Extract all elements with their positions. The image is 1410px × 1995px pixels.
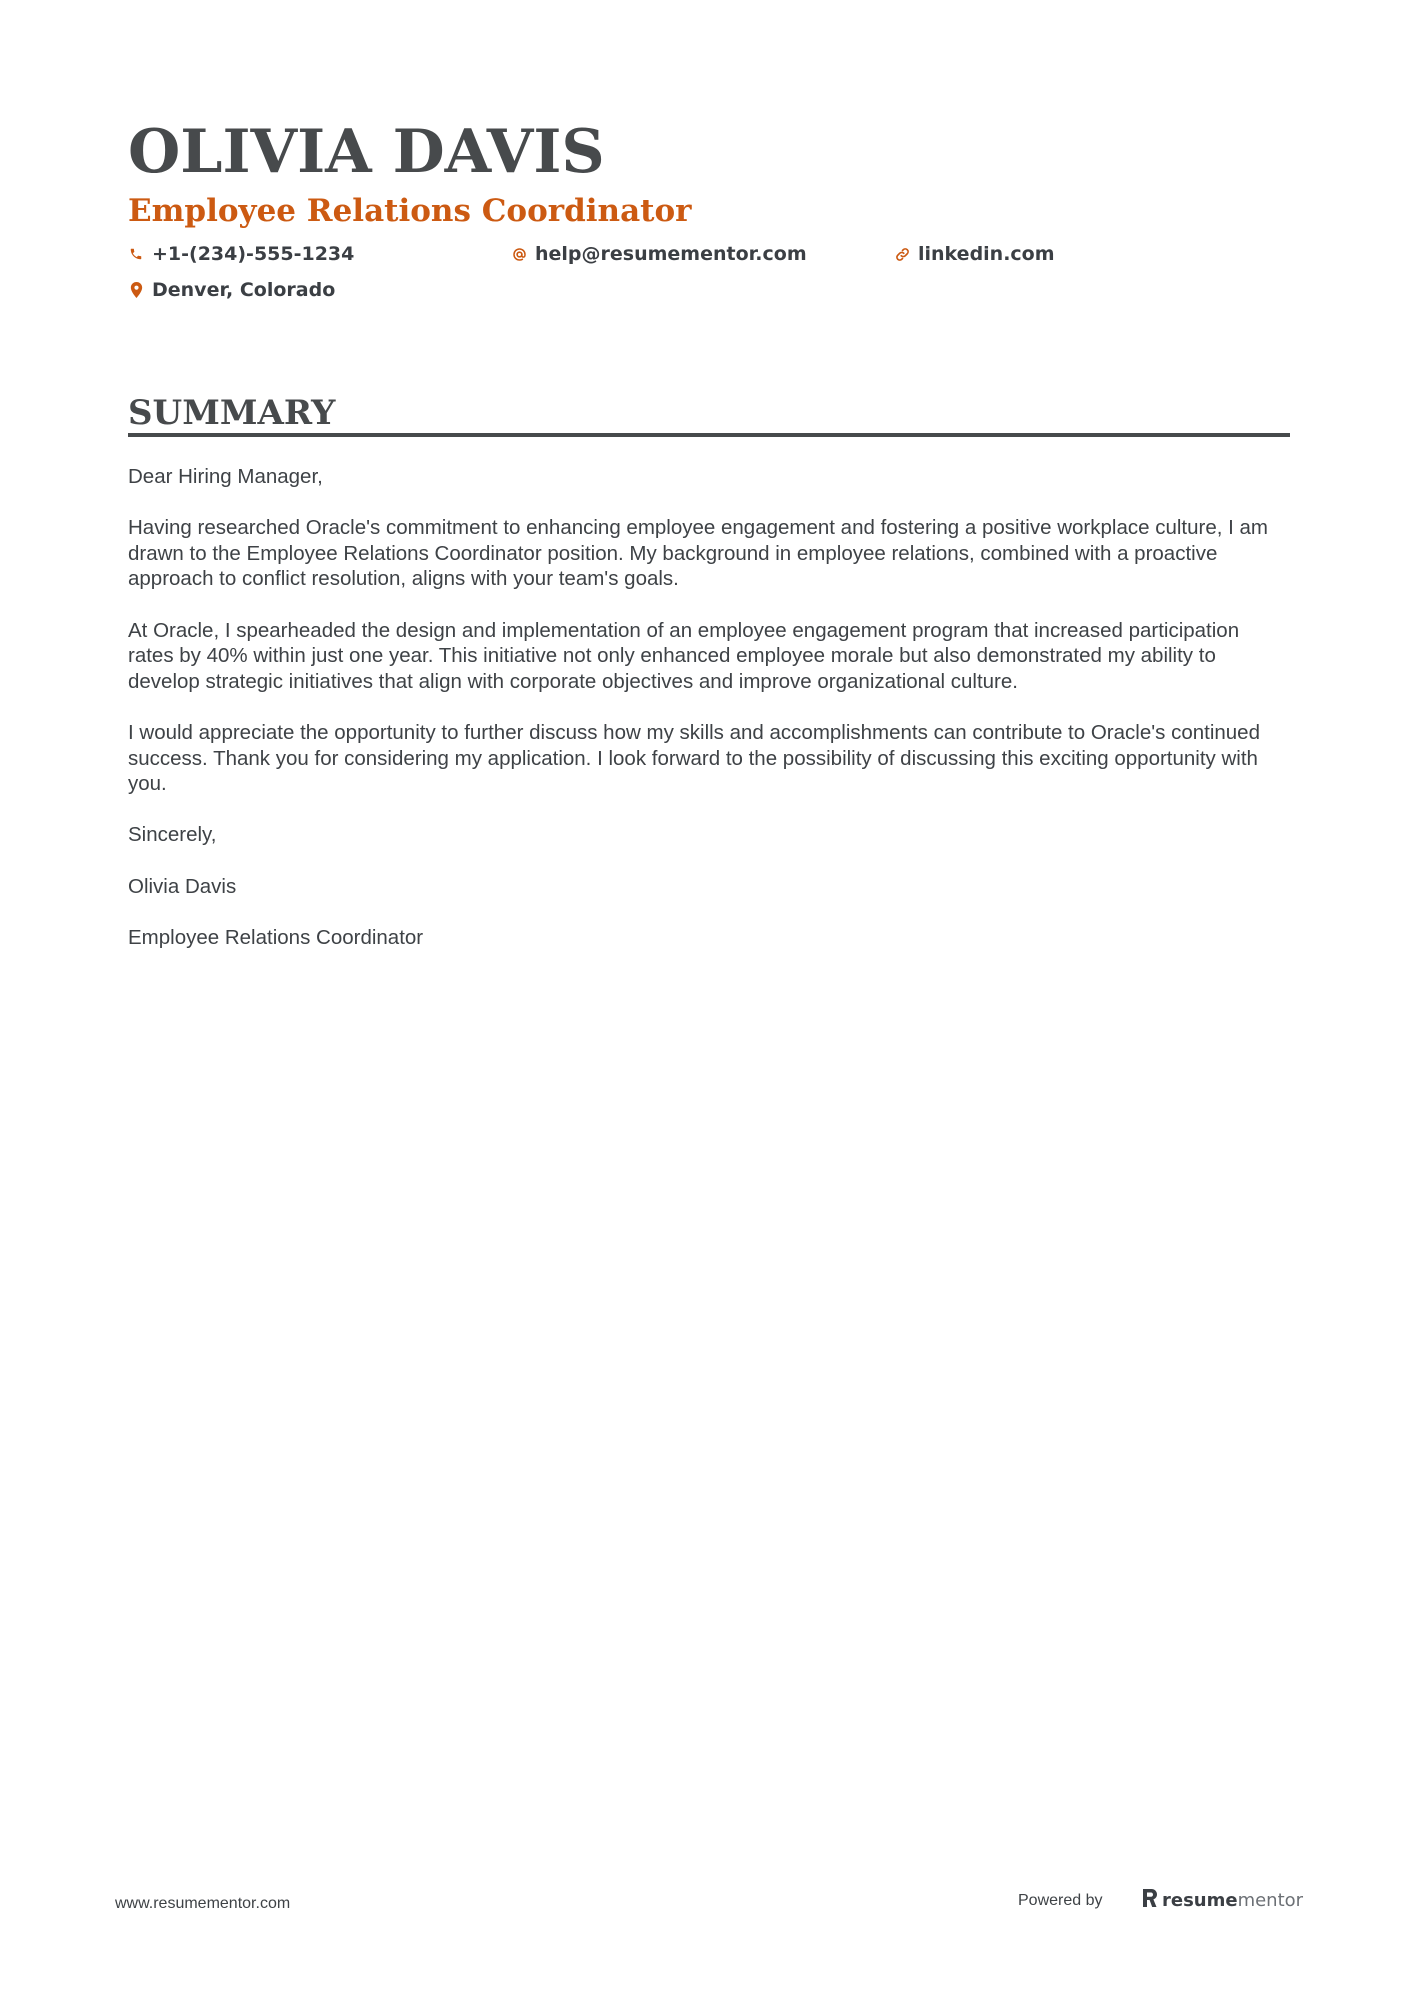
link-icon	[894, 246, 910, 262]
closing: Sincerely,	[128, 823, 217, 847]
powered-by-label: Powered by	[1018, 1892, 1103, 1909]
candidate-name: OLIVIA DAVIS	[128, 117, 605, 187]
brand-name-bold: resume	[1162, 1890, 1238, 1911]
contact-phone	[128, 241, 354, 267]
contact-location	[128, 277, 335, 303]
letter-paragraph: I would appreciate the opportunity to further discuss how my skills and accomplishments can contribute to Oracle's continued success. Thank you for considering my application. I look forward to the possibility of discussing this exciting opportunity with you.	[128, 720, 1260, 796]
cover-letter-body	[128, 464, 1290, 976]
footer-url[interactable]: www.resumementor.com	[115, 1895, 291, 1912]
phone-text: +1-(234)-555-1234	[152, 243, 355, 265]
signature-name: Olivia Davis	[128, 874, 237, 898]
brand-name-light: mentor	[1237, 1890, 1304, 1911]
at-icon	[511, 246, 527, 262]
email-text[interactable]: help@resumementor.com	[535, 243, 807, 265]
resumementor-logo-icon	[1142, 1888, 1158, 1913]
contact-email[interactable]	[511, 241, 807, 267]
salutation: Dear Hiring Manager,	[128, 465, 323, 488]
contact-linkedin[interactable]	[894, 241, 1055, 267]
linkedin-text[interactable]: linkedin.com	[918, 243, 1055, 265]
summary-heading: SUMMARY	[128, 393, 336, 433]
letter-paragraph: Having researched Oracle's commitment to enhancing employee engagement and fostering a positive workplace culture, I am drawn to the Employee Relations Coordinator position. My background in employee relations, combined with a proactive approach to conflict resolution, aligns with your team's goals.	[128, 516, 1268, 591]
brand-logo[interactable]	[1142, 1888, 1303, 1913]
phone-icon	[128, 246, 144, 262]
map-pin-icon	[128, 282, 144, 298]
signature-title: Employee Relations Coordinator	[128, 925, 424, 949]
letter-paragraph: At Oracle, I spearheaded the design and implementation of an employee engagement program that increased participation rates by 40% within just one year. This initiative not only enhanced employee morale but also demonstrated my ability to develop strategic initiatives that align with corporate objectives and improve organizational culture.	[128, 618, 1240, 693]
location-text: Denver, Colorado	[152, 279, 336, 301]
section-divider	[128, 433, 1290, 437]
job-title: Employee Relations Coordinator	[128, 193, 692, 229]
